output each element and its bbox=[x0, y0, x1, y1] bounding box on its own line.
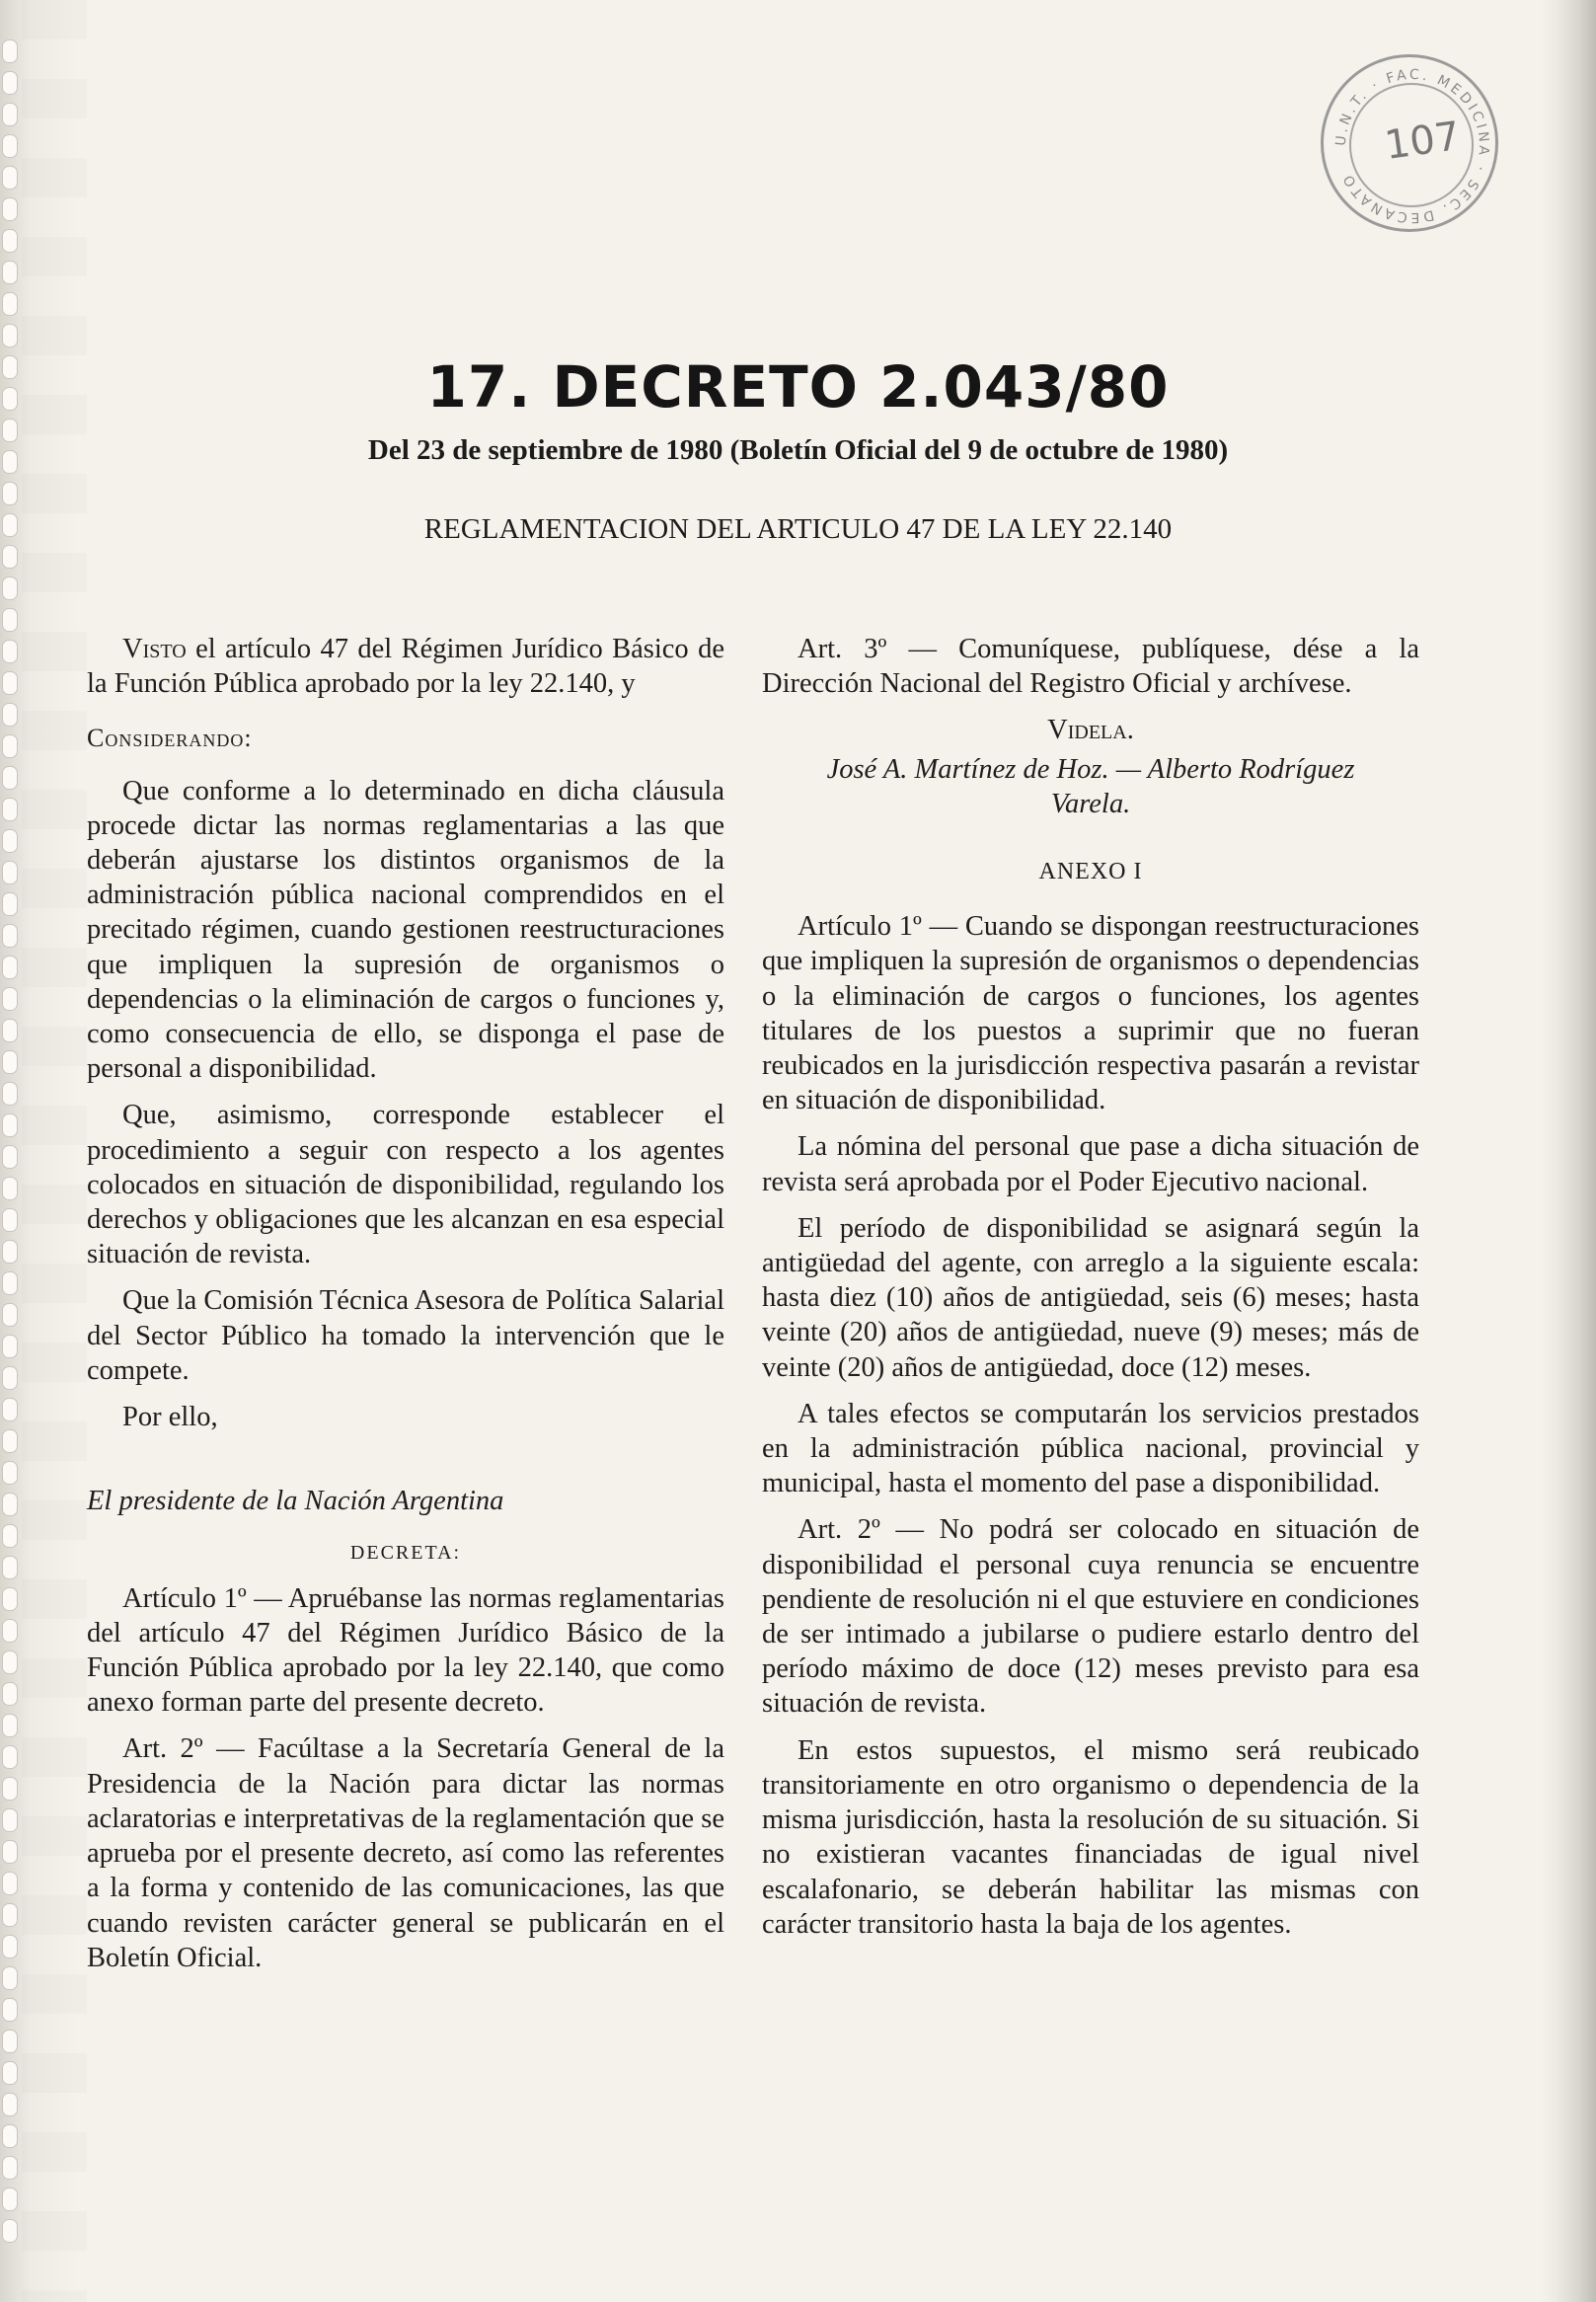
binding-hole bbox=[2, 1398, 18, 1421]
article-2: Art. 2º — Facúltase a la Secretaría General de la Presidencia de la Nación para dictar las normas aclaratorias e interpretativas de la reglamentación que se aprueba por el presente decreto, así como las referentes a la forma y contenido de las comunicaciones, las que cuando revisten carácter general se publicarán en el Boletín Oficial. bbox=[87, 1733, 724, 1973]
annex-paragraph-4: A tales efectos se computarán los servicios prestados en la administración pública nacional, provincial y municipal, hasta el momento del pase a disponibilidad. bbox=[762, 1398, 1419, 1499]
binding-hole bbox=[2, 640, 18, 663]
binding-hole bbox=[2, 166, 18, 190]
binding-hole bbox=[2, 292, 18, 316]
binding-hole bbox=[2, 482, 18, 505]
decree-date-line: Del 23 de septiembre de 1980 (Boletín Oficial del 9 de octubre de 1980) bbox=[367, 434, 1229, 466]
visto-label: Visto bbox=[122, 634, 187, 664]
binding-hole bbox=[2, 1366, 18, 1390]
binding-hole bbox=[2, 956, 18, 979]
binding-hole bbox=[2, 2187, 18, 2211]
binding-hole bbox=[2, 1524, 18, 1548]
binding-hole bbox=[2, 1493, 18, 1516]
article-3: Art. 3º — Comuníquese, publíquese, dése a la Dirección Nacional del Registro Oficial y archívese. bbox=[762, 634, 1419, 700]
binding-hole bbox=[2, 924, 18, 948]
binding-hole bbox=[2, 1840, 18, 1864]
considerando-paragraph-1: Que conforme a lo determinado en dicha cláusula procede dictar las normas reglamentarias a las que deberán ajustarse los distintos organismos de la administración pública nacional comprendidos en el precitado régimen, cuando gestionen reestructuraciones que impliquen la supresión de organismos o dependencias o la eliminación de cargos o funciones y, como consecuencia de ello, se disponga el pase de personal a disponibilidad. bbox=[87, 775, 724, 1085]
decree-title: 17. DECRETO 2.043/80 bbox=[426, 353, 1170, 421]
binding-hole bbox=[2, 545, 18, 569]
binding-hole bbox=[2, 1082, 18, 1106]
article-1: Artículo 1º — Apruébanse las normas reglamentarias del artículo 47 del Régimen Jurídico Básico de la Función Pública aprobado por la ley 22.140, que como anexo forman parte del presente decreto. bbox=[87, 1582, 724, 1719]
binding-hole bbox=[2, 1587, 18, 1611]
binding-hole bbox=[2, 134, 18, 158]
binding-hole bbox=[2, 861, 18, 884]
binding-hole bbox=[2, 1019, 18, 1042]
binding-hole bbox=[2, 229, 18, 253]
binding-hole bbox=[2, 1303, 18, 1327]
considerando-label: Considerando: bbox=[87, 724, 253, 753]
annex-paragraph-3: El período de disponibilidad se asignará según la antigüedad del agente, con arreglo a la siguiente escala: hasta diez (10) años de antigüedad, seis (6) meses; hasta veinte (20) años de antigüedad, nueve (9) meses; más de veinte (20) años de antigüedad, doce (12) meses. bbox=[762, 1212, 1419, 1383]
binding-hole bbox=[2, 608, 18, 632]
binding-hole bbox=[2, 1714, 18, 1737]
binding-hole bbox=[2, 1050, 18, 1074]
binding-hole bbox=[2, 2030, 18, 2053]
binding-hole bbox=[2, 2124, 18, 2148]
binding-hole bbox=[2, 1461, 18, 1485]
university-stamp bbox=[1321, 54, 1498, 232]
binding-hole bbox=[2, 71, 18, 95]
annex-article-2: Art. 2º — No podrá ser colocado en situación de disponibilidad el personal cuya renuncia se encuentre pendiente de resolución ni el que estuviere en condiciones de ser intimado a jubilarse o pudiere estarlo dentro del período máximo de doce (12) meses previsto para esa situación de revista. bbox=[762, 1514, 1419, 1720]
por-ello: Por ello, bbox=[122, 1402, 218, 1433]
considerando-paragraph-3: Que la Comisión Técnica Asesora de Política Salarial del Sector Público ha tomado la intervención que le compete. bbox=[87, 1285, 724, 1386]
signature-ministers: José A. Martínez de Hoz. — Alberto Rodríguez Varela. bbox=[826, 753, 1355, 819]
binding-hole bbox=[2, 1745, 18, 1769]
annex-article-1: Artículo 1º — Cuando se dispongan reestructuraciones que impliquen la supresión de organismos o dependencias o la eliminación de cargos o funciones, los agentes titulares de los puestos a suprimir que no fueran reubicados en la jurisdicción respectiva pasarán a revistar en situación de disponibilidad. bbox=[762, 911, 1419, 1116]
binding-hole bbox=[2, 1208, 18, 1232]
binding-hole bbox=[2, 324, 18, 347]
binding-hole bbox=[2, 1808, 18, 1832]
president-line: El presidente de la Nación Argentina bbox=[87, 1486, 504, 1517]
binding-hole bbox=[2, 103, 18, 126]
considerando-paragraph-2: Que, asimismo, corresponde establecer el procedimiento a seguir con respecto a los agentes colocados en situación de disponibilidad, regulando los derechos y obligaciones que les alcanzan en esa especial situación de revista. bbox=[87, 1100, 724, 1270]
binding-hole bbox=[2, 1145, 18, 1169]
binding-hole bbox=[2, 1966, 18, 1990]
margin-shadow bbox=[22, 0, 87, 2302]
stamp-handwritten-number: 107 bbox=[1382, 113, 1464, 170]
binding-hole bbox=[2, 1429, 18, 1453]
decreta-label: DECRETA: bbox=[349, 1542, 462, 1565]
binding-hole bbox=[2, 576, 18, 600]
binding-hole bbox=[2, 1240, 18, 1264]
binding-hole bbox=[2, 829, 18, 853]
signature-president: Videla. bbox=[1047, 715, 1134, 746]
binding-hole bbox=[2, 1556, 18, 1579]
visto-paragraph bbox=[87, 632, 724, 701]
binding-hole bbox=[2, 1903, 18, 1927]
binding-hole bbox=[2, 703, 18, 727]
binding-hole bbox=[2, 1872, 18, 1895]
binding-hole bbox=[2, 1113, 18, 1137]
binding-hole bbox=[2, 1998, 18, 2022]
annex-paragraph-2: La nómina del personal que pase a dicha situación de revista será aprobada por el Poder Ejecutivo nacional. bbox=[762, 1131, 1419, 1197]
binding-hole bbox=[2, 2093, 18, 2116]
binding-hole bbox=[2, 734, 18, 758]
binding-hole bbox=[2, 39, 18, 63]
binding-hole bbox=[2, 671, 18, 695]
binding-hole bbox=[2, 197, 18, 221]
binding-hole bbox=[2, 1682, 18, 1706]
svg-text:U.N.T. · FAC. MEDICINA · SEC.: U.N.T. · FAC. MEDICINA · SEC. DECANATO bbox=[1332, 66, 1492, 226]
binding-hole bbox=[2, 2156, 18, 2180]
binding-hole bbox=[2, 892, 18, 916]
decree-heading: REGLAMENTACION DEL ARTICULO 47 DE LA LEY 22.140 bbox=[423, 513, 1173, 545]
binding-hole bbox=[2, 766, 18, 790]
binding-hole bbox=[2, 1777, 18, 1801]
left-column bbox=[87, 632, 724, 1987]
binding-hole bbox=[2, 1177, 18, 1200]
binding-hole bbox=[2, 987, 18, 1011]
binding-hole bbox=[2, 798, 18, 821]
binding-hole bbox=[2, 1335, 18, 1358]
binding-hole bbox=[2, 2219, 18, 2243]
visto-text: el artículo 47 del Régimen Jurídico Básico de la Función Pública aprobado por la ley 22.140, y bbox=[87, 634, 724, 700]
right-column bbox=[762, 632, 1419, 1954]
binding-hole bbox=[2, 1935, 18, 1958]
annex-title: ANEXO I bbox=[1038, 859, 1143, 885]
binding-hole bbox=[2, 261, 18, 284]
binding-hole bbox=[2, 1650, 18, 1674]
annex-paragraph-6: En estos supuestos, el mismo será reubicado transitoriamente en otro organismo o dependencia de la misma jurisdicción, hasta la resolución de su situación. Si no existieran vacantes financiadas de igual nivel escalafonario, se deberán habilitar las mismas con carácter transitorio hasta la baja de los agentes. bbox=[762, 1734, 1419, 1940]
page-edge-shadow bbox=[1557, 0, 1596, 2302]
binding-hole bbox=[2, 2061, 18, 2085]
binding-hole bbox=[2, 1619, 18, 1643]
binding-hole bbox=[2, 1271, 18, 1295]
